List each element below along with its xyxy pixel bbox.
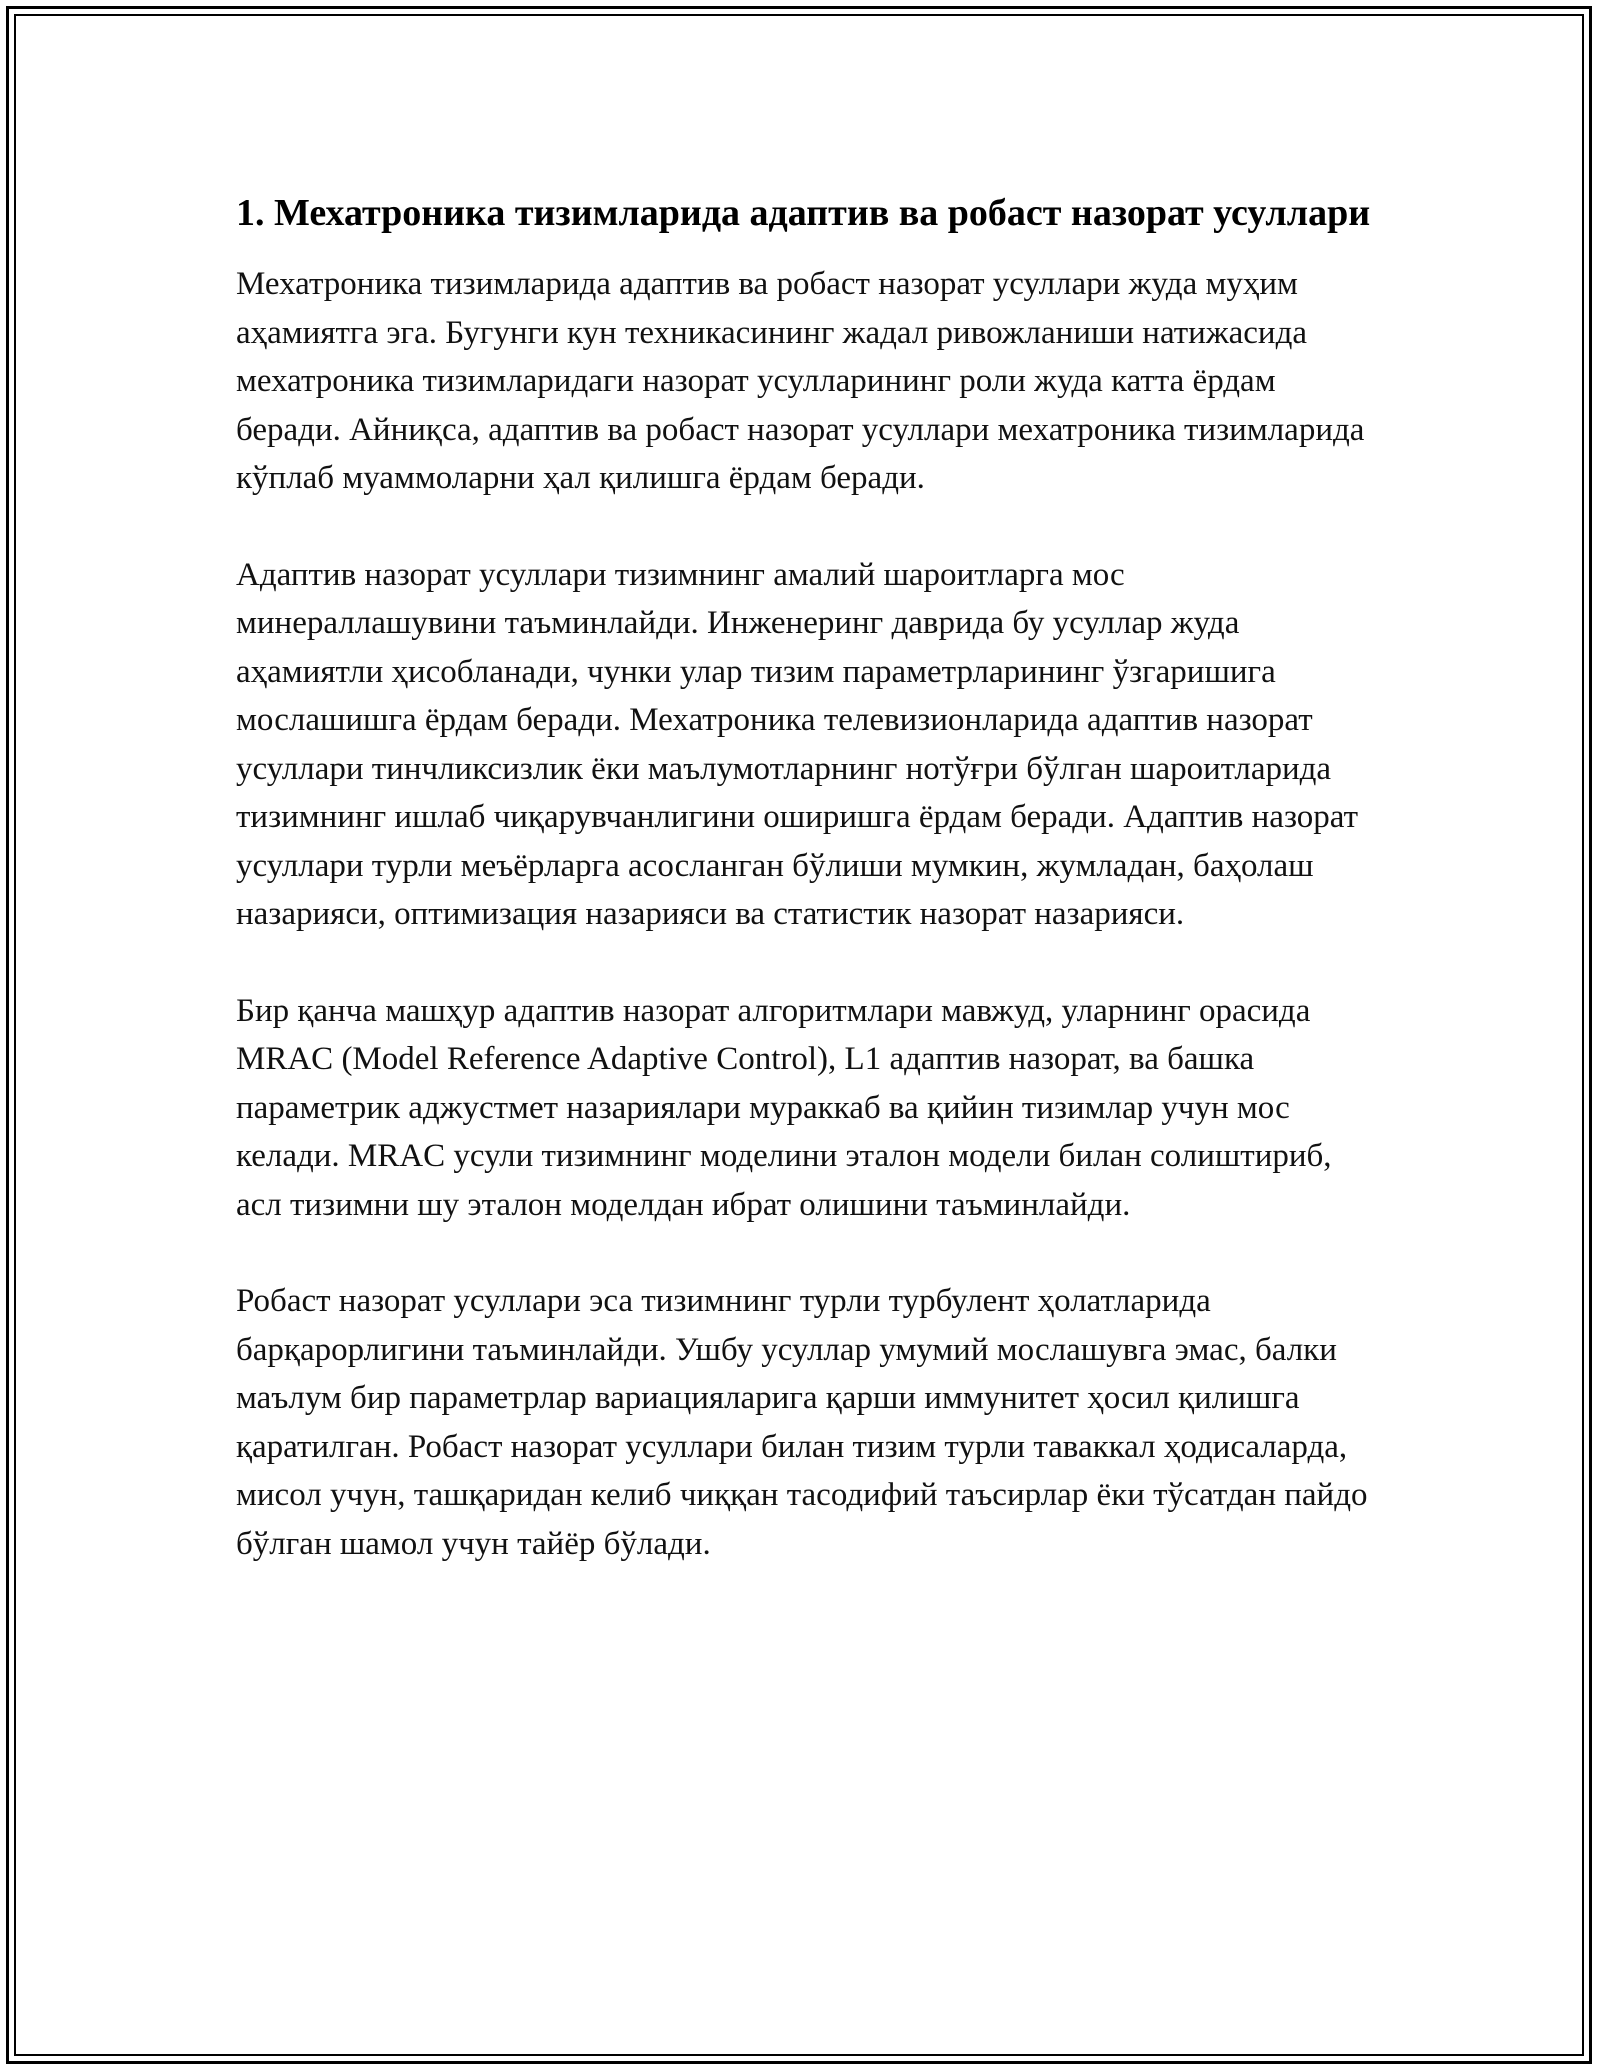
paragraph-2: Адаптив назорат усуллари тизимнинг амалий шароитларга мос минераллашувини таъминлайди. Инженеринг даврида бу усуллар жуда аҳамиятли ҳисобланади, чунки улар тизим параметрларининг ўзгаришига мослашишга ёрдам беради. Мехатроника телевизионларида адаптив назорат усуллари тинчликсизлик ёки маълумотларнинг нотўғри бўлган шароитларида тизимнинг ишлаб чиқарувчанлигини оширишга ёрдам беради. Адаптив назорат усуллари турли меъёрларга асосланган бўлиши мумкин, жумладан, баҳолаш назарияси, оптимизация назарияси ва статистик назорат назарияси. bbox=[236, 556, 1358, 932]
paragraph-3: Бир қанча машҳур адаптив назорат алгоритмлари мавжуд, уларнинг орасида MRAC (Model Reference Adaptive Control), L1 адаптив назорат, ва башка параметрик аджустмет назариялари мураккаб ва қийин тизимлар учун мос келади. MRAC усули тизимнинг моделини эталон модели билан солиштириб, асл тизимни шу эталон моделдан ибрат олишини таъминлайди. bbox=[236, 992, 1332, 1223]
paragraph-4: Робаст назорат усуллари эса тизимнинг турли турбулент ҳолатларида барқарорлигини таъминлайди. Ушбу усуллар умумий мослашувга эмас, балки маълум бир параметрлар вариацияларига қарши иммунитет ҳосил қилишга қаратилган. Робаст назорат усуллари билан тизим турли таваккал ҳодисаларда, мисол учун, ташқаридан келиб чиққан тасодифий таъсирлар ёки тўсатдан пайдо бўлган шамол учун тайёр бўлади. bbox=[236, 1283, 1368, 1562]
paragraph-1: Мехатроника тизимларида адаптив ва робаст назорат усуллари жуда муҳим аҳамиятга эга. Бугунги кун техникасининг жадал ривожланиши натижасида мехатроника тизимларидаги назорат усулларининг роли жуда катта ёрдам беради. Айниқса, адаптив ва робаст назорат усуллари мехатроника тизимларида кўплаб муаммоларни ҳал қилишга ёрдам беради. bbox=[236, 266, 1365, 496]
document-body bbox=[236, 186, 1376, 1616]
document-heading: 1. Мехатроника тизимларида адаптив ва робаст назорат усуллари bbox=[236, 192, 1371, 234]
